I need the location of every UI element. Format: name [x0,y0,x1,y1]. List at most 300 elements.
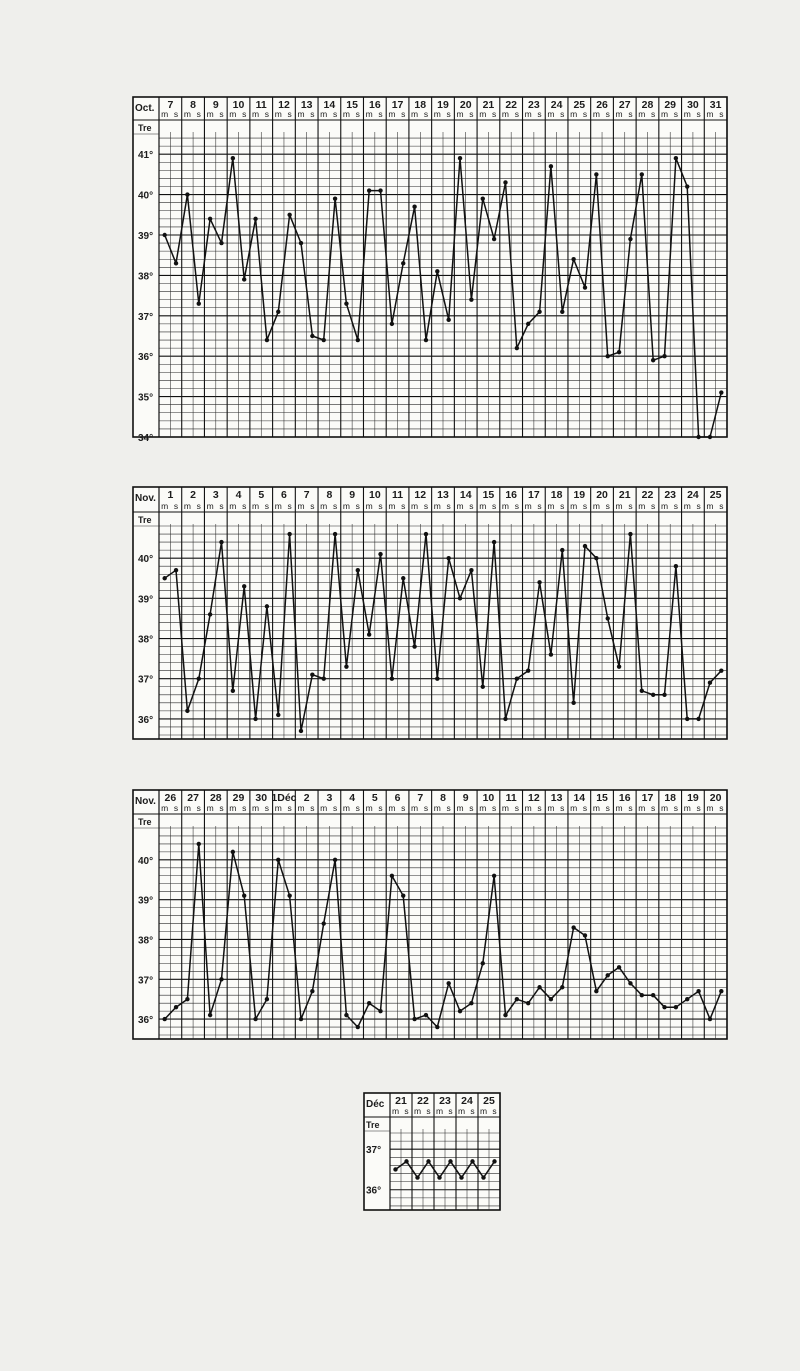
day-label: 25 [483,1095,495,1107]
temperature-point [560,548,564,552]
day-label: 24 [461,1095,473,1107]
temperature-point [606,354,610,358]
evening-label: s [651,803,656,813]
evening-label: s [264,109,270,119]
temperature-point [404,1159,408,1163]
y-tick-label: 37° [138,311,154,323]
chart-frame [133,487,727,739]
chart-4 [364,1093,500,1210]
temperature-point [662,354,666,358]
temperature-point [174,261,178,265]
evening-label: s [332,803,338,813]
evening-label: s [673,109,679,119]
day-label: 2 [303,792,310,804]
temperature-point [162,576,166,580]
day-label: 2 [190,489,197,501]
evening-label: s [423,501,429,511]
morning-label: m [320,109,328,119]
temperature-point [378,1009,382,1013]
morning-label: m [252,109,260,119]
morning-label: m [206,501,214,511]
day-label: 19 [437,99,449,111]
temperature-point [662,693,666,697]
temperature-point [696,435,700,439]
day-label: 31 [709,99,722,111]
temperature-point [549,652,553,656]
day-label: 9 [462,792,469,804]
temperature-point [378,188,382,192]
temperature-point [393,1167,397,1171]
chart-1 [133,97,727,444]
day-label: 20 [596,489,608,501]
evening-label: s [537,109,542,119]
y-tick-label: 38° [138,935,154,947]
month-label: Nov. [135,796,156,807]
temperature-point [560,310,564,314]
evening-label: s [219,109,224,119]
morning-label: m [161,803,169,813]
temperature-point [424,532,428,536]
temperature-point [515,346,519,350]
evening-label: s [264,501,270,511]
day-label: 1Déc [271,792,297,804]
temperature-point [481,196,485,200]
evening-label: s [628,109,633,119]
day-label: 3 [326,792,333,804]
day-label: 22 [641,489,654,501]
temperature-point [276,310,280,314]
temperature-point [549,164,553,168]
day-label: 10 [232,99,245,111]
evening-label: s [491,501,497,511]
morning-label: m [615,501,623,511]
y-tick-label: 39° [138,231,154,242]
temperature-point [674,156,678,160]
temperature-point [594,556,598,560]
temperature-point [231,156,235,160]
temperature-point [197,677,201,681]
evening-label: s [469,109,474,119]
evening-label: s [537,501,542,511]
temperature-point [401,893,405,897]
morning-label: m [413,1106,422,1116]
temperature-point [356,338,360,342]
day-label: 16 [505,489,518,501]
day-label: 5 [371,792,378,804]
y-tick-label: 36° [138,352,154,364]
evening-label: s [605,501,610,511]
evening-label: s [605,803,610,813]
y-tick-label: 41° [138,150,154,162]
temperature-point [503,1013,507,1017]
morning-label: m [274,109,282,119]
temperature-point [412,1017,416,1021]
temperature-point [208,612,212,616]
temperature-point [685,997,689,1001]
temperature-point [526,322,530,326]
temperature-point [459,1175,463,1179]
temperature-point [185,997,189,1001]
temperature-point [367,1001,371,1005]
temperature-point [617,664,621,668]
temperature-point [344,664,348,668]
day-label: 25 [573,99,586,111]
morning-label: m [479,109,487,119]
evening-label: s [537,803,542,813]
temperature-point [231,689,235,693]
day-label: 13 [437,489,449,501]
morning-label: m [252,803,260,813]
evening-label: s [560,109,565,119]
temperature-point [265,338,269,342]
temperature-point [470,1159,474,1163]
evening-label: s [401,803,406,813]
day-label: 6 [281,489,287,501]
temperature-point [174,568,178,572]
temperature-point [231,850,235,854]
morning-label: m [342,109,350,119]
evening-label: s [401,109,406,119]
evening-label: s [651,109,656,119]
morning-label: m [183,109,191,119]
morning-label: m [411,109,419,119]
temperature-point [424,338,428,342]
temperature-point [640,993,644,997]
temperature-point [310,672,314,676]
temperature-point [344,1013,348,1017]
evening-label: s [446,501,451,511]
day-label: 14 [573,792,586,804]
temperature-point [526,1001,530,1005]
temperature-point [333,196,337,200]
morning-label: m [524,803,532,813]
temperature-point [469,297,473,301]
morning-label: m [388,501,396,511]
chart-frame [133,97,727,437]
evening-label: s [355,501,360,511]
morning-label: m [524,501,532,511]
evening-label: s [673,501,679,511]
evening-label: s [378,803,383,813]
morning-label: m [456,803,464,813]
evening-label: s [423,803,429,813]
morning-label: m [524,109,532,119]
day-label: 13 [300,99,313,111]
evening-label: s [219,501,224,511]
morning-label: m [274,501,282,511]
temperature-point [435,269,439,273]
morning-label: m [388,109,396,119]
temperature-point [492,874,496,878]
evening-label: s [492,1106,497,1116]
temperature-point [401,261,405,265]
temperature-point [356,1025,360,1029]
y-axis-label: Tre [138,123,152,133]
temperature-point [481,1175,485,1179]
morning-label: m [252,501,260,511]
evening-label: s [628,501,633,511]
morning-label: m [433,803,441,813]
temperature-point [219,241,223,245]
morning-label: m [592,803,600,813]
evening-label: s [173,803,179,813]
evening-label: s [514,803,519,813]
chart-3 [133,790,727,1039]
evening-label: s [673,803,679,813]
temperature-point [208,1013,212,1017]
morning-label: m [456,109,464,119]
day-label: 8 [326,489,333,501]
temperature-point [594,989,598,993]
temperature-point [412,644,416,648]
temperature-point [287,893,291,897]
temperature-point [515,997,519,1001]
temperature-point [333,858,337,862]
evening-label: s [582,501,588,511]
morning-label: m [660,501,669,511]
day-label: 8 [440,792,446,804]
day-label: 11 [392,489,404,501]
y-tick-label: 38° [138,634,154,646]
morning-label: m [456,501,464,511]
evening-label: s [404,1106,409,1116]
temperature-point [390,677,394,681]
evening-label: s [719,803,724,813]
y-tick-label: 34° [138,433,154,444]
temperature-point [253,1017,257,1021]
temperature-point [537,985,541,989]
evening-label: s [469,803,474,813]
y-tick-label: 35° [138,392,154,404]
y-tick-label: 37° [138,975,154,987]
day-label: 30 [687,99,699,111]
day-label: 14 [323,99,336,111]
evening-label: s [423,109,429,119]
day-label: 20 [459,99,472,111]
day-label: 30 [255,792,268,804]
morning-label: m [638,501,646,511]
month-label: Déc [366,1099,385,1110]
temperature-point [458,596,462,600]
day-label: 26 [164,792,177,804]
temperature-point [696,989,700,993]
temperature-point [162,1017,166,1021]
temperature-point [674,1005,678,1009]
temperature-point [265,604,269,608]
morning-label: m [615,803,623,813]
temperature-point [219,977,223,981]
morning-label: m [570,109,578,119]
morning-label: m [501,109,510,119]
morning-label: m [592,501,600,511]
y-tick-label: 38° [138,271,154,283]
morning-label: m [365,109,373,119]
morning-label: m [433,109,441,119]
morning-label: m [206,803,214,813]
evening-label: s [287,501,292,511]
temperature-point [219,540,223,544]
temperature-point [492,237,496,241]
evening-label: s [719,109,724,119]
day-label: 14 [459,489,472,501]
temperature-point [299,241,303,245]
evening-label: s [378,109,383,119]
temperature-point [426,1159,430,1163]
temperature-point [310,989,314,993]
evening-label: s [310,803,315,813]
temperature-point [242,893,246,897]
temperature-point [651,693,655,697]
evening-label: s [582,803,588,813]
temperature-point [287,213,291,217]
morning-label: m [297,109,305,119]
temperature-point [253,217,257,221]
day-label: 13 [550,792,563,804]
temperature-point [162,233,166,237]
temperature-point [481,685,485,689]
temperature-point [412,205,416,209]
temperature-point [560,985,564,989]
evening-label: s [310,501,315,511]
temperature-point [197,301,201,305]
temperature-point [333,532,337,536]
temperature-point [253,717,257,721]
day-label: 19 [573,489,586,501]
temperature-point [492,1159,496,1163]
day-label: 10 [482,792,495,804]
evening-label: s [469,501,474,511]
temperature-point [415,1175,419,1179]
evening-label: s [514,109,519,119]
morning-label: m [479,501,487,511]
morning-label: m [547,109,555,119]
temperature-point [446,318,450,322]
temperature-point [583,933,587,937]
morning-label: m [706,109,714,119]
day-label: 3 [212,489,219,501]
y-axis-label: Tre [138,817,152,827]
day-label: 22 [505,99,518,111]
morning-label: m [683,109,691,119]
morning-label: m [706,803,714,813]
day-label: 23 [528,99,540,111]
y-tick-label: 40° [138,554,154,566]
temperature-point [617,350,621,354]
day-label: 15 [482,489,495,501]
month-label: Oct. [135,103,155,114]
y-axis-label: Tre [138,515,152,525]
temperature-point [185,192,189,196]
evening-label: s [219,803,224,813]
temperature-point [469,1001,473,1005]
evening-label: s [696,803,701,813]
morning-label: m [274,803,282,813]
temperature-point [448,1159,452,1163]
y-tick-label: 39° [138,594,154,606]
evening-label: s [287,803,292,813]
morning-label: m [297,501,305,511]
temperature-point [651,358,655,362]
evening-label: s [448,1106,453,1116]
day-label: 23 [439,1095,451,1107]
morning-label: m [183,803,191,813]
temperature-point [276,713,280,717]
temperature-point [310,334,314,338]
temperature-point [674,564,678,568]
morning-label: m [706,501,714,511]
temperature-point [424,1013,428,1017]
day-label: 28 [209,792,222,804]
temperature-point [628,981,632,985]
day-label: 18 [664,792,677,804]
temperature-point [458,156,462,160]
temperature-point [265,997,269,1001]
morning-label: m [615,109,623,119]
temperature-point [401,576,405,580]
evening-label: s [355,803,360,813]
morning-label: m [411,501,419,511]
day-label: 16 [618,792,631,804]
morning-label: m [206,109,214,119]
morning-label: m [320,501,328,511]
morning-label: m [342,501,350,511]
temperature-point [685,717,689,721]
evening-label: s [264,803,270,813]
temperature-point [571,925,575,929]
day-label: 4 [349,792,356,804]
temperature-point [367,188,371,192]
day-label: 23 [664,489,677,501]
temperature-point [446,556,450,560]
evening-label: s [332,501,338,511]
day-label: 11 [255,99,267,111]
temperature-point [719,390,723,394]
day-label: 1 [167,489,174,501]
temperature-point [299,729,303,733]
day-label: 29 [664,99,677,111]
temperature-point [628,237,632,241]
evening-label: s [628,803,633,813]
morning-label: m [570,803,578,813]
day-label: 21 [395,1095,407,1107]
day-label: 20 [709,792,722,804]
temperature-point [299,1017,303,1021]
day-label: 12 [278,99,290,111]
morning-label: m [479,1106,488,1116]
y-tick-label: 39° [138,895,154,907]
morning-label: m [435,1106,444,1116]
temperature-point [537,310,541,314]
temperature-point [378,552,382,556]
morning-label: m [388,803,396,813]
temperature-point [617,965,621,969]
morning-label: m [547,501,555,511]
temperature-point [197,842,201,846]
day-label: 17 [391,99,404,111]
evening-label: s [514,501,519,511]
morning-label: m [365,803,373,813]
temperature-point [640,172,644,176]
y-tick-label: 36° [138,714,154,726]
evening-label: s [242,109,247,119]
day-label: 7 [303,489,310,501]
day-label: 27 [618,99,631,111]
morning-label: m [391,1106,400,1116]
chart-2 [133,487,727,739]
morning-label: m [411,803,419,813]
temperature-point [719,989,723,993]
morning-label: m [638,803,646,813]
